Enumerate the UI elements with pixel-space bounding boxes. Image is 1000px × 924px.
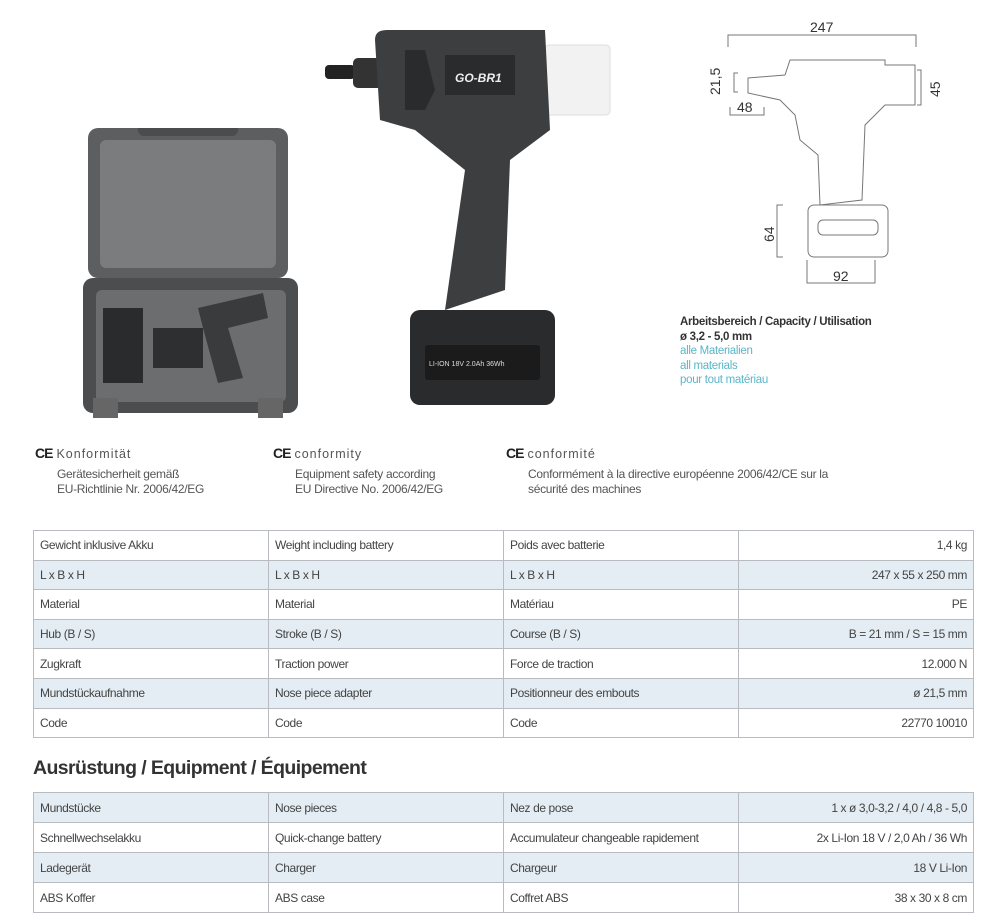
- label-cell: L x B x H: [34, 560, 269, 590]
- label-cell: Nose piece adapter: [269, 678, 504, 708]
- conformity-text: EU-Richtlinie Nr. 2006/42/EG: [57, 482, 205, 496]
- conformity-text: Conformément à la directive européenne 2006/42/CE sur la: [528, 467, 829, 481]
- specs-table: [33, 530, 974, 738]
- label-cell: Positionneur des embouts: [504, 678, 739, 708]
- capacity-title: Arbeitsbereich / Capacity / Utilisation: [680, 316, 872, 328]
- conformity-text: EU Directive No. 2006/42/EG: [295, 482, 443, 496]
- table-row: [34, 560, 974, 590]
- label-cell: Zugkraft: [34, 649, 269, 679]
- label-cell: Quick-change battery: [269, 823, 504, 853]
- battery-label: LI-ION 18V 2.0Ah 36Wh: [429, 361, 505, 368]
- value-cell: PE: [739, 590, 974, 620]
- capacity-info: [680, 315, 872, 388]
- dim-nose-length: 48: [737, 99, 753, 115]
- label-cell: Gewicht inklusive Akku: [34, 531, 269, 561]
- label-cell: Charger: [269, 853, 504, 883]
- conformity-en: [273, 445, 443, 497]
- value-cell: 1 x ø 3,0-3,2 / 4,0 / 4,8 - 5,0: [739, 793, 974, 823]
- rivet-tool-image: [325, 20, 620, 425]
- label-cell: Chargeur: [504, 853, 739, 883]
- conformity-title: Konformität: [56, 447, 132, 461]
- capacity-material: alle Materialien: [680, 345, 753, 357]
- capacity-material: all materials: [680, 359, 738, 372]
- value-cell: 22770 10010: [739, 708, 974, 738]
- label-cell: Coffret ABS: [504, 883, 739, 913]
- label-cell: Stroke (B / S): [269, 619, 504, 649]
- label-cell: Material: [269, 590, 504, 620]
- tool-case-image: [78, 128, 303, 423]
- ce-mark-icon: CE: [35, 445, 53, 461]
- value-cell: ø 21,5 mm: [739, 678, 974, 708]
- label-cell: Traction power: [269, 649, 504, 679]
- label-cell: Ladegerät: [34, 853, 269, 883]
- dimension-drawing: [690, 15, 960, 290]
- label-cell: ABS Koffer: [34, 883, 269, 913]
- value-cell: 18 V Li-Ion: [739, 853, 974, 883]
- table-row: [34, 823, 974, 853]
- label-cell: Code: [269, 708, 504, 738]
- value-cell: 247 x 55 x 250 mm: [739, 560, 974, 590]
- label-cell: Course (B / S): [504, 619, 739, 649]
- conformity-fr: [506, 445, 828, 497]
- table-row: [34, 678, 974, 708]
- label-cell: Material: [34, 590, 269, 620]
- ce-mark-icon: CE: [273, 445, 291, 461]
- label-cell: ABS case: [269, 883, 504, 913]
- label-cell: Accumulateur changeable rapidement: [504, 823, 739, 853]
- value-cell: 38 x 30 x 8 cm: [739, 883, 974, 913]
- value-cell: 1,4 kg: [739, 531, 974, 561]
- label-cell: Code: [504, 708, 739, 738]
- ce-mark-icon: CE: [506, 445, 524, 461]
- label-cell: Mundstücke: [34, 793, 269, 823]
- conformity-title: conformité: [527, 447, 596, 461]
- capacity-material: pour tout matériau: [680, 374, 768, 386]
- dim-battery-height: 64: [761, 226, 777, 242]
- conformity-text: Equipment safety according: [295, 467, 436, 481]
- label-cell: Weight including battery: [269, 531, 504, 561]
- dim-height-head: 45: [927, 81, 943, 97]
- value-cell: B = 21 mm / S = 15 mm: [739, 619, 974, 649]
- label-cell: Code: [34, 708, 269, 738]
- dim-battery-width: 92: [833, 268, 849, 284]
- table-row: [34, 531, 974, 561]
- table-row: [34, 708, 974, 738]
- dim-length: 247: [810, 19, 834, 35]
- table-row: [34, 590, 974, 620]
- label-cell: L x B x H: [269, 560, 504, 590]
- label-cell: Poids avec batterie: [504, 531, 739, 561]
- label-cell: Nez de pose: [504, 793, 739, 823]
- conformity-title: conformity: [294, 447, 363, 461]
- capacity-range: ø 3,2 - 5,0 mm: [680, 330, 752, 343]
- conformity-text: Gerätesicherheit gemäß: [57, 467, 180, 481]
- conformity-de: [35, 445, 204, 497]
- table-row: [34, 793, 974, 823]
- value-cell: 2x Li-Ion 18 V / 2,0 Ah / 36 Wh: [739, 823, 974, 853]
- label-cell: Hub (B / S): [34, 619, 269, 649]
- label-cell: Nose pieces: [269, 793, 504, 823]
- value-cell: 12.000 N: [739, 649, 974, 679]
- label-cell: L x B x H: [504, 560, 739, 590]
- model-label: GO-BR1: [455, 71, 502, 85]
- label-cell: Force de traction: [504, 649, 739, 679]
- table-row: [34, 649, 974, 679]
- table-row: [34, 883, 974, 913]
- label-cell: Schnellwechselakku: [34, 823, 269, 853]
- table-row: [34, 619, 974, 649]
- table-row: [34, 853, 974, 883]
- label-cell: Mundstückaufnahme: [34, 678, 269, 708]
- label-cell: Matériau: [504, 590, 739, 620]
- equipment-table: [33, 792, 974, 913]
- conformity-text: sécurité des machines: [528, 482, 642, 496]
- equipment-heading: Ausrüstung / Equipment / Équipement: [33, 757, 367, 779]
- dim-nose: 21,5: [707, 67, 723, 95]
